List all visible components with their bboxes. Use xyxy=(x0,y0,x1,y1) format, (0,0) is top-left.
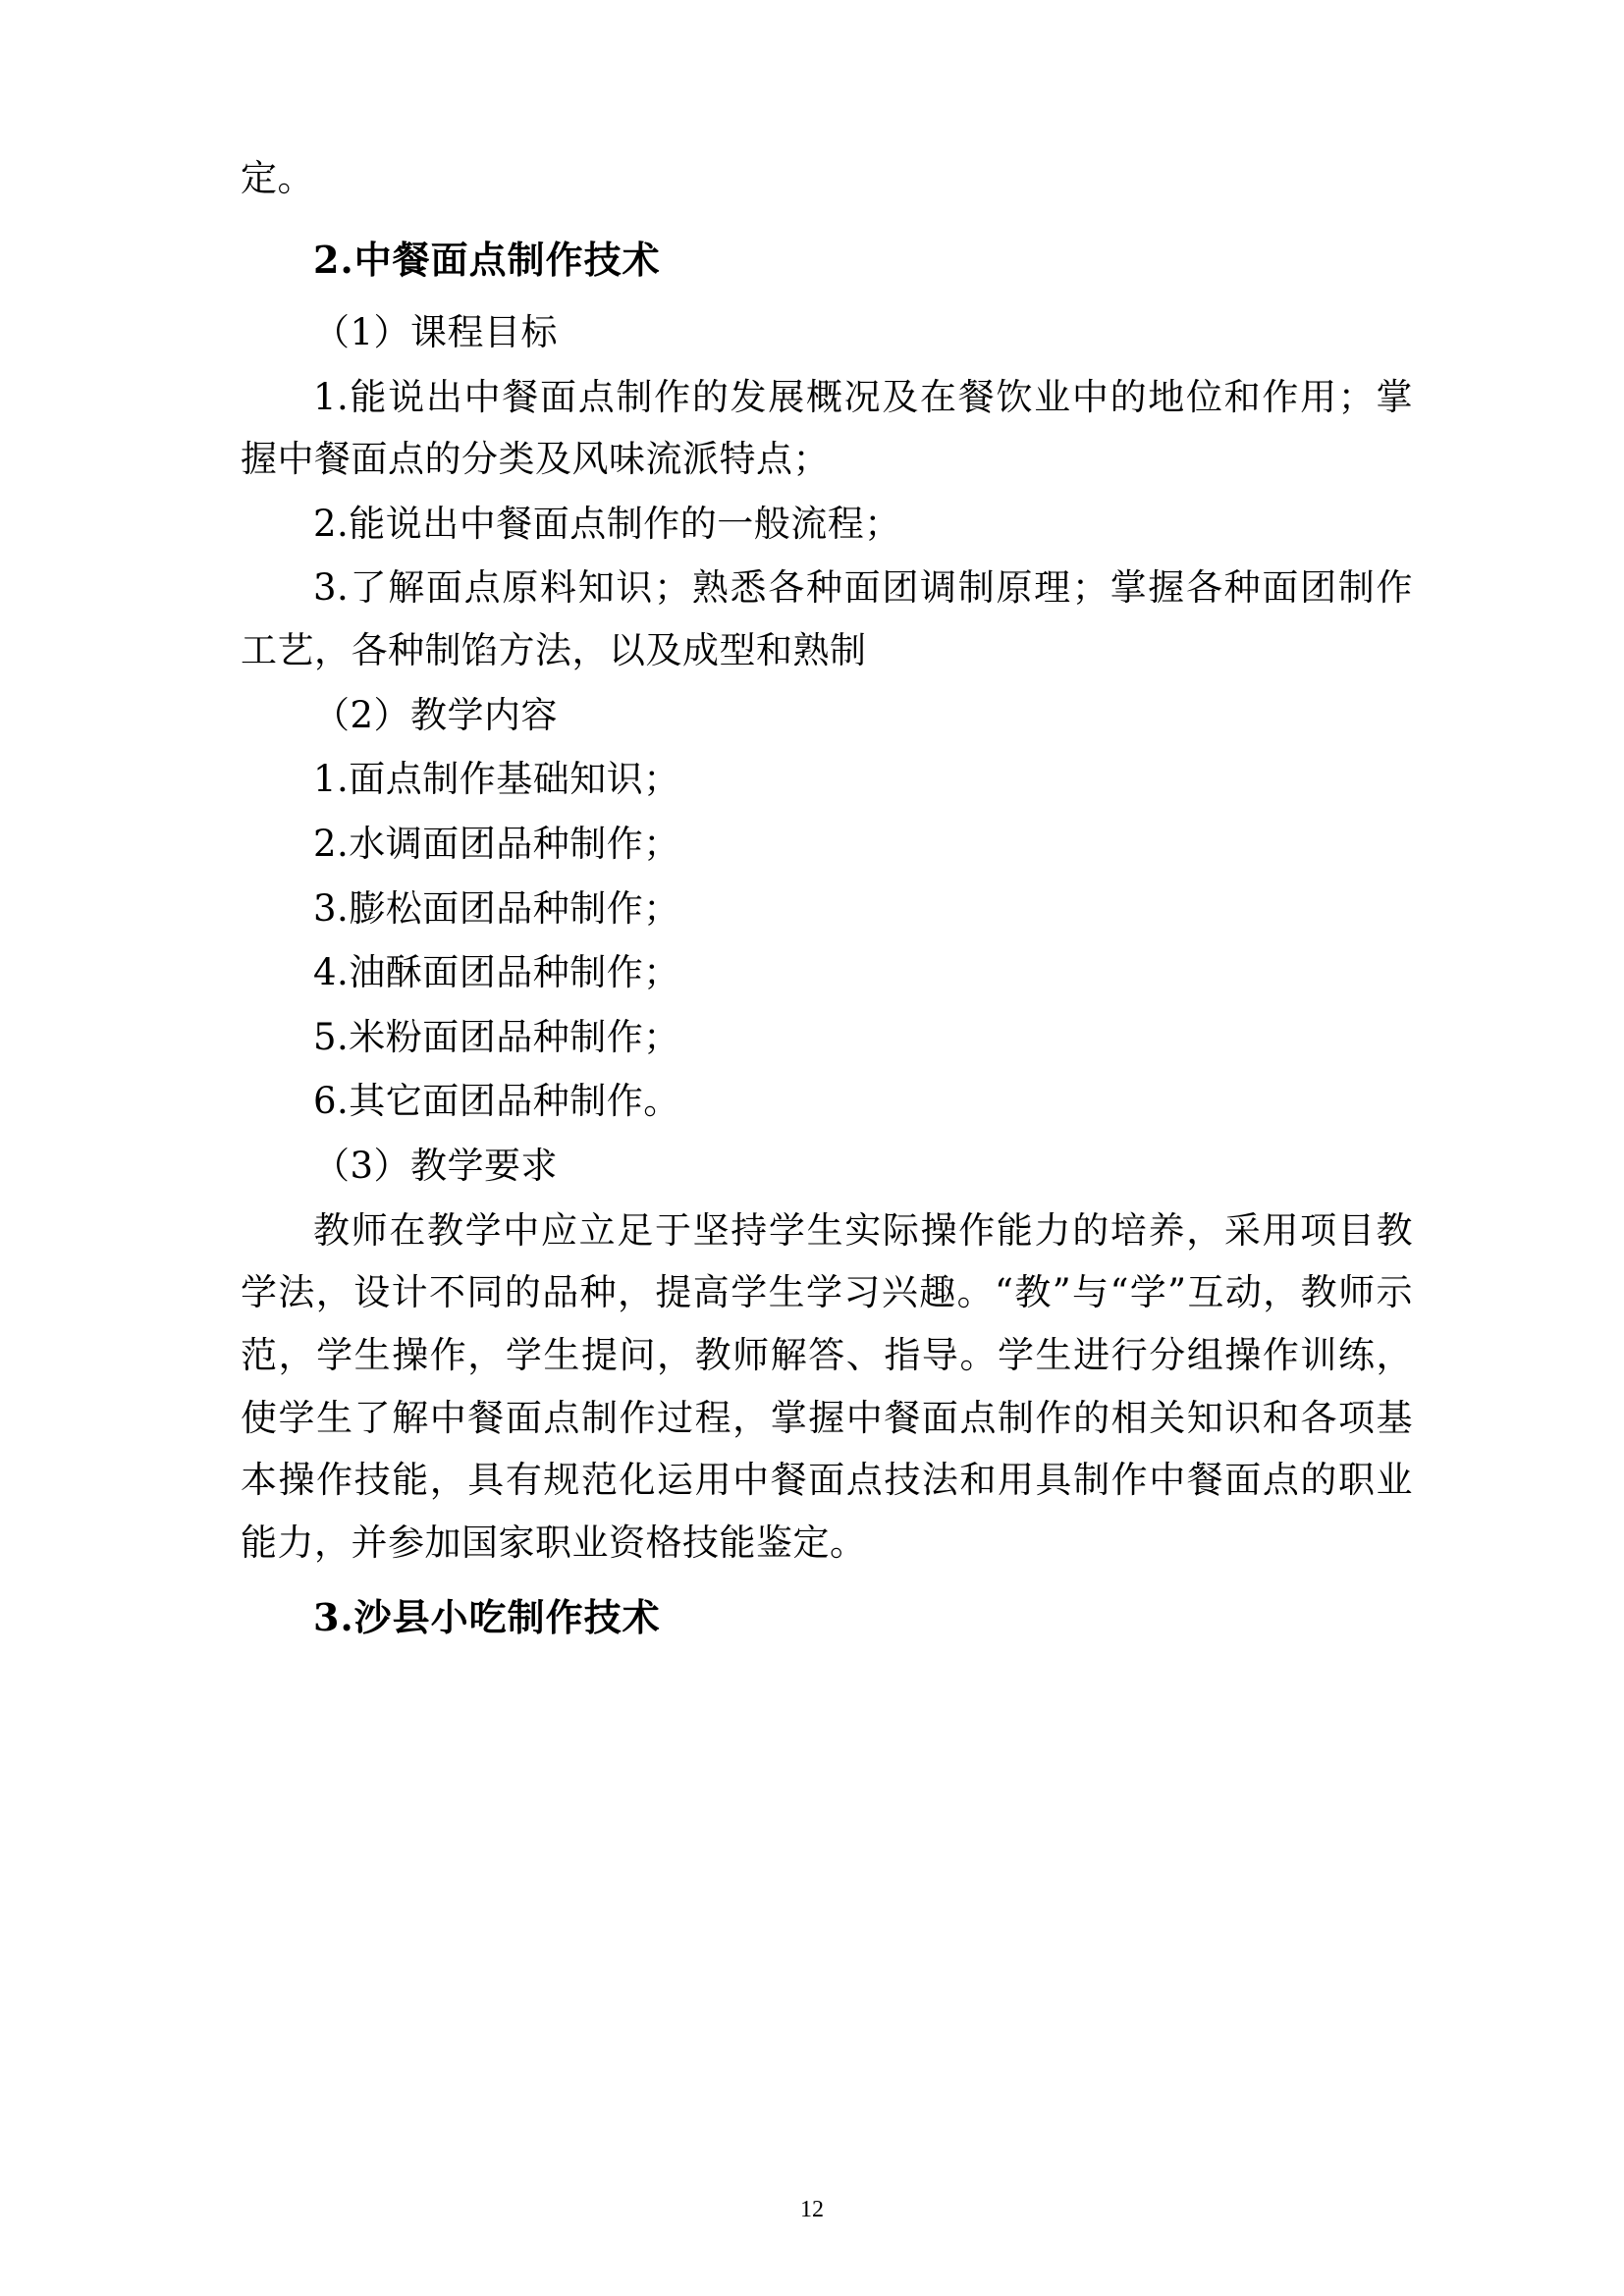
paragraph-continuation: 定。 xyxy=(241,157,314,199)
objective-item-3: 3.了解面点原料知识；熟悉各种面团调制原理；掌握各种面团制作工艺，各种制馅方法，以及成型和熟制 xyxy=(241,566,1413,672)
objective-item-2: 2.能说出中餐面点制作的一般流程； xyxy=(313,502,901,545)
content-item-4: 4.油酥面团品种制作； xyxy=(313,951,680,994)
content-item-5: 5.米粉面团品种制作； xyxy=(313,1015,680,1058)
paragraph-teaching-requirements: 教师在教学中应立足于坚持学生实际操作能力的培养，采用项目教学法，设计不同的品种，提高学生学习兴趣。“教”与“学”互动，教师示范，学生操作，学生提问，教师解答、指导。学生进行分组操作训练，使学生了解中餐面点制作过程，掌握中餐面点制作的相关知识和各项基本操作技能，具有规范化运用中餐面点技法和用具制作中餐面点的职业能力，并参加国家职业资格技能鉴定。 xyxy=(241,1208,1413,1564)
content-item-6: 6.其它面团品种制作。 xyxy=(313,1080,680,1123)
objective-item-1: 1.能说出中餐面点制作的发展概况及在餐饮业中的地位和作用；掌握中餐面点的分类及风味流派特点； xyxy=(241,375,1413,481)
heading-section-2: 2.中餐面点制作技术 xyxy=(313,237,661,282)
label-teaching-content: （2）教学内容 xyxy=(313,693,559,736)
label-teaching-requirements: （3）教学要求 xyxy=(313,1145,559,1188)
heading-section-3: 3.沙县小吃制作技术 xyxy=(313,1595,661,1640)
content-item-3: 3.膨松面团品种制作； xyxy=(313,886,680,930)
page-number: 12 xyxy=(800,2197,824,2222)
content-item-1: 1.面点制作基础知识； xyxy=(313,758,680,801)
document-body xyxy=(241,147,1413,1650)
content-item-2: 2.水调面团品种制作； xyxy=(313,822,680,865)
label-course-objectives: （1）课程目标 xyxy=(313,310,559,353)
